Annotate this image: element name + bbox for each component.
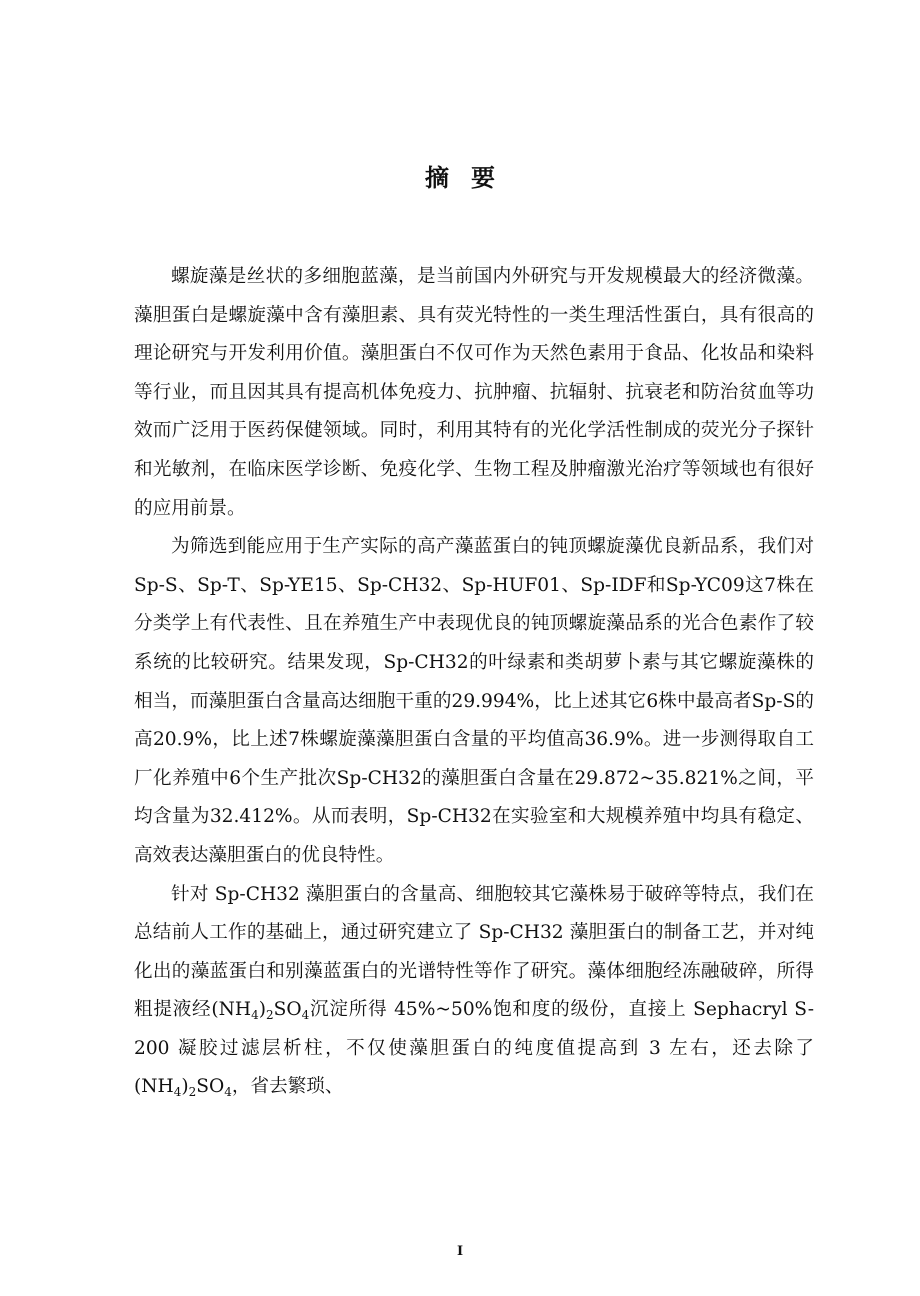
- abstract-body: [134, 258, 814, 1107]
- subscript-5: 2: [188, 1085, 197, 1100]
- paragraph-3-text-3: SO: [273, 999, 302, 1021]
- paragraph-3-text-6: SO: [196, 1076, 225, 1098]
- paragraph-3-text-4: 沉淀所得 45%~50%饱和度的级份，直接上 Sephacryl S-200 凝胶过滤层析柱，不仅使藻胆蛋白的纯度值提高到 3 左右，还去除了(NH: [134, 999, 814, 1098]
- page-number: I: [456, 1244, 464, 1259]
- subscript-3: 4: [301, 1008, 310, 1023]
- subscript-6: 4: [224, 1085, 232, 1100]
- paragraph-2: 为筛选到能应用于生产实际的高产藻蓝蛋白的钝顶螺旋藻优良新品系，我们对Sp-S、Sp-T、Sp-YE15、Sp-CH32、Sp-HUF01、Sp-IDF和Sp-YC09这7株在分类学上有代表性、且在养殖生产中表现优良的钝顶螺旋藻品系的光合色素作了较系统的比较研究。结果发现，Sp-CH32的叶绿素和类胡萝卜素与其它螺旋藻株的相当，而藻胆蛋白含量高达细胞干重的29.994%，比上述其它6株中最高者Sp-S的高20.9%，比上述7株螺旋藻藻胆蛋白含量的平均值高36.9%。进一步测得取自工厂化养殖中6个生产批次Sp-CH32的藻胆蛋白含量在29.872~35.821%之间，平均含量为32.412%。从而表明，Sp-CH32在实验室和大规模养殖中均具有稳定、高效表达藻胆蛋白的优良特性。: [134, 536, 814, 866]
- subscript-4: 4: [173, 1085, 182, 1100]
- paragraph-3: [134, 876, 814, 1108]
- subscript-2: 2: [266, 1008, 274, 1023]
- paragraph-1: 螺旋藻是丝状的多细胞蓝藻，是当前国内外研究与开发规模最大的经济微藻。藻胆蛋白是螺旋藻中含有藻胆素、具有荧光特性的一类生理活性蛋白，具有很高的理论研究与开发利用价值。藻胆蛋白不仅可作为天然色素用于食品、化妆品和染料等行业，而且因其具有提高机体免疫力、抗肿瘤、抗辐射、抗衰老和防治贫血等功效而广泛用于医药保健领域。同时，利用其特有的光化学活性制成的荧光分子探针和光敏剂，在临床医学诊断、免疫化学、生物工程及肿瘤激光治疗等领域也有很好的应用前景。: [134, 266, 814, 519]
- paragraph-3-text-1: 针对 Sp-CH32 藻胆蛋白的含量高、细胞较其它藻株易于破碎等特点，我们在总结前人工作的基础上，通过研究建立了 Sp-CH32 藻胆蛋白的制备工艺，并对纯化出的藻蓝蛋白和别藻蓝蛋白的光谱特性等作了研究。藻体细胞经冻融破碎，所得粗提液经(NH: [134, 883, 814, 1021]
- subscript-1: 4: [251, 1008, 259, 1023]
- paragraph-3-text-7: ，省去繁琐、: [231, 1076, 344, 1098]
- paragraph-3-text-5: ): [181, 1076, 189, 1098]
- page-title: 摘要: [425, 164, 517, 192]
- paragraph-3-text-2: ): [258, 999, 267, 1021]
